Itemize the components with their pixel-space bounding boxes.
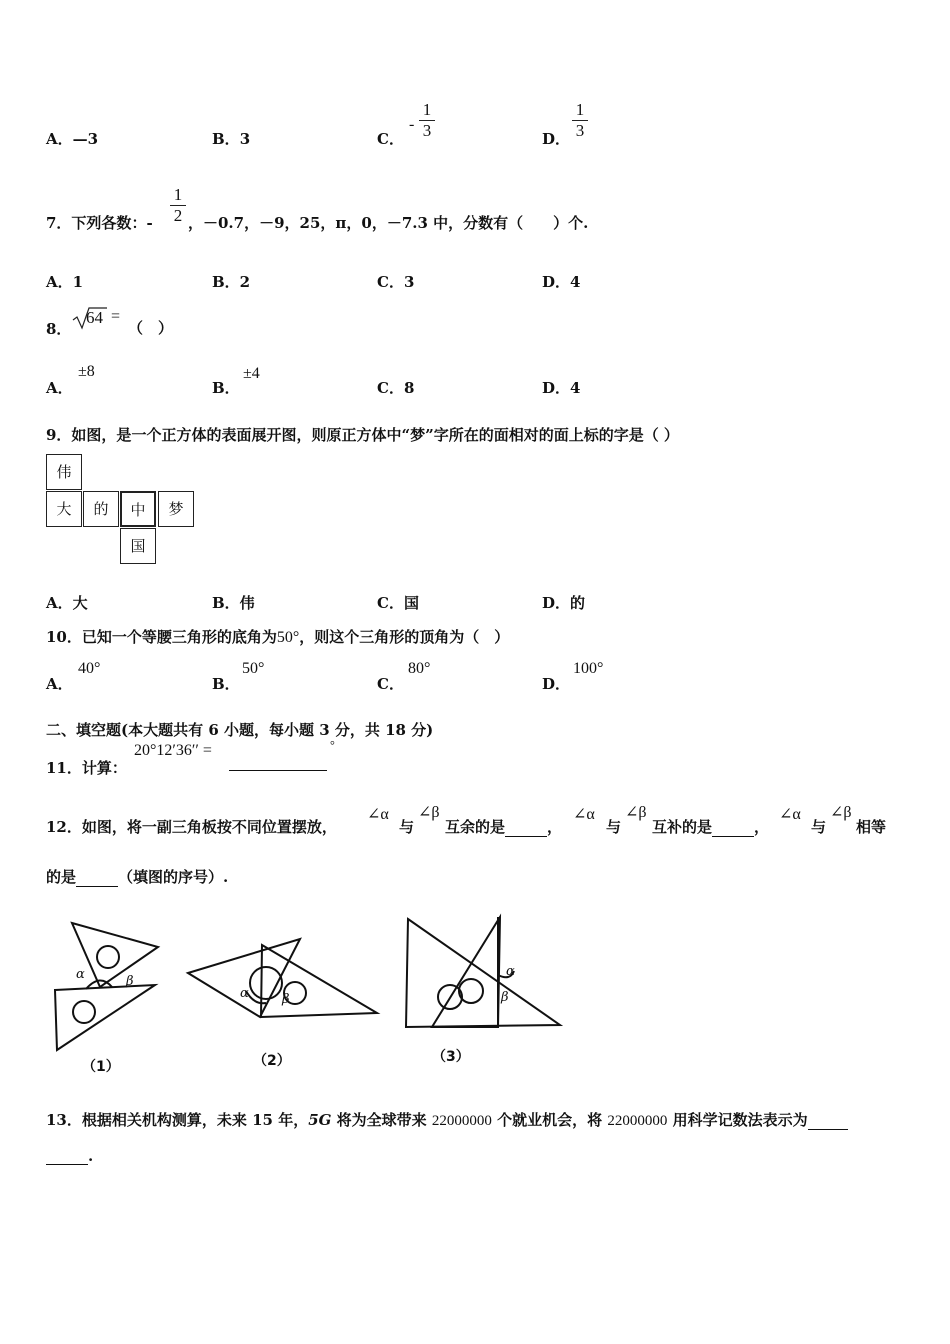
figure-1-beta: β bbox=[126, 974, 134, 989]
figure-3-alpha: α bbox=[506, 964, 515, 979]
q9-option-a[interactable]: A．大 bbox=[46, 594, 88, 612]
q11-expression: 20°12′36′′ = bbox=[134, 742, 212, 759]
q6-a-value: —3 bbox=[72, 130, 99, 148]
q13-blank-start[interactable] bbox=[808, 1113, 848, 1130]
q12-equal-text: 相等 bbox=[856, 818, 887, 836]
q7-option-b[interactable]: B．2 bbox=[212, 273, 251, 291]
q7-suffix: ，－0.7，－9，25，π，0，－7.3 中，分数有（ ）个. bbox=[188, 214, 589, 232]
q10-option-d-label[interactable]: D． bbox=[542, 675, 571, 693]
q7-prefix: 7．下列各数：- bbox=[46, 214, 153, 232]
q12-complementary-text: 互余的是 bbox=[445, 818, 506, 836]
q12-alpha-2: ∠α bbox=[573, 806, 595, 823]
q6-option-c-fraction bbox=[419, 101, 435, 140]
figure-1 bbox=[55, 923, 158, 1050]
q6-option-c-label[interactable]: C． bbox=[377, 130, 404, 148]
q7-fraction bbox=[170, 186, 186, 225]
q13-blank-end[interactable] bbox=[46, 1148, 88, 1165]
q6-b-label: B． bbox=[212, 130, 240, 148]
q6-d-denominator: 3 bbox=[575, 121, 585, 140]
q12-beta-1: ∠β bbox=[418, 804, 440, 821]
q7-numerator: 1 bbox=[173, 185, 183, 204]
q10-option-a-label[interactable]: A． bbox=[46, 675, 73, 693]
q12-alpha-1: ∠α bbox=[367, 806, 389, 823]
q6-a-label: A． bbox=[46, 130, 73, 148]
q6-b-value: 3 bbox=[239, 130, 251, 148]
q8-paren: （ ） bbox=[128, 319, 174, 337]
q8-option-a-label[interactable]: A． bbox=[46, 379, 73, 397]
figure-1-label: （1） bbox=[82, 1059, 120, 1075]
figure-1-alpha: α bbox=[76, 967, 85, 982]
q12-line2-end: （填图的序号）. bbox=[118, 868, 229, 886]
q6-option-d-fraction bbox=[572, 101, 588, 140]
q6-option-b[interactable] bbox=[212, 128, 250, 149]
q8-option-c[interactable]: C．8 bbox=[377, 379, 415, 397]
q8-option-b-value: ±4 bbox=[243, 365, 260, 382]
q12-blank-3[interactable] bbox=[76, 870, 118, 887]
q12-blank-2[interactable] bbox=[712, 820, 754, 837]
figure-2-alpha: α bbox=[240, 986, 249, 1001]
figure-3-circle-b bbox=[459, 979, 483, 1003]
q10-option-b-value: 50° bbox=[242, 660, 265, 677]
cube-face: 伟 bbox=[46, 454, 82, 490]
q6-d-numerator: 1 bbox=[575, 100, 585, 119]
cube-face: 中 bbox=[120, 491, 156, 527]
q13-line2 bbox=[46, 1147, 93, 1165]
q11-answer-blank[interactable] bbox=[229, 770, 327, 771]
q7-option-c[interactable]: C．3 bbox=[377, 273, 415, 291]
q12-intro: 12．如图，将一副三角板按不同位置摆放， bbox=[46, 818, 337, 836]
q13-number-2: 22000000 bbox=[607, 1113, 668, 1129]
q13-period: . bbox=[88, 1147, 94, 1165]
figure-3-beta: β bbox=[501, 990, 509, 1005]
q10-option-c-label[interactable]: C． bbox=[377, 675, 404, 693]
q13-part2: 将为全球带来 bbox=[331, 1111, 432, 1129]
q8-option-d[interactable]: D．4 bbox=[542, 379, 581, 397]
q10-option-d-value: 100° bbox=[573, 660, 604, 677]
q12-beta-2: ∠β bbox=[625, 804, 647, 821]
q10-stem bbox=[46, 626, 509, 647]
section-title: 二、填空题(本大题共有 6 小题，每小题 3 分，共 18 分) bbox=[46, 721, 434, 739]
q12-beta-3: ∠β bbox=[830, 804, 852, 821]
q7-option-a[interactable]: A．1 bbox=[46, 273, 84, 291]
q13-part1: 13．根据相关机构测算，未来 15 年， bbox=[46, 1111, 309, 1129]
q7-option-d[interactable]: D．4 bbox=[542, 273, 581, 291]
q11-label: 11．计算： bbox=[46, 759, 127, 777]
q12-alpha-3: ∠α bbox=[779, 806, 801, 823]
q12-blank-1[interactable] bbox=[505, 820, 547, 837]
q12-comma-2: ， bbox=[754, 818, 770, 836]
q6-c-numerator: 1 bbox=[422, 100, 432, 119]
q13-number-1: 22000000 bbox=[431, 1113, 492, 1129]
figure-3-triangle-b bbox=[432, 917, 500, 1027]
q9-option-d[interactable]: D．的 bbox=[542, 594, 586, 612]
q9-stem: 9．如图，是一个正方体的表面展开图，则原正方体中“梦”字所在的面相对的面上标的字是（ ） bbox=[46, 426, 679, 444]
q10-stem-pre: 10．已知一个等腰三角形的底角为 bbox=[46, 628, 277, 646]
figure-3 bbox=[406, 917, 560, 1027]
figure-1-circle-bottom bbox=[73, 1001, 95, 1023]
q12-line2-start: 的是 bbox=[46, 868, 77, 886]
q13-part4: 用科学记数法表示为 bbox=[667, 1111, 808, 1129]
q12-supplementary-text: 互补的是 bbox=[652, 818, 713, 836]
figure-1-top-triangle bbox=[72, 923, 158, 987]
q10-option-b-label[interactable]: B． bbox=[212, 675, 240, 693]
cube-face: 国 bbox=[120, 528, 156, 564]
figure-2-beta: β bbox=[282, 992, 290, 1007]
figure-2-angle-arc bbox=[246, 991, 266, 1003]
q12-text-2 bbox=[652, 816, 769, 837]
q9-option-b[interactable]: B．伟 bbox=[212, 594, 255, 612]
q12-yu-2: 与 bbox=[606, 818, 622, 836]
cube-face: 梦 bbox=[158, 491, 194, 527]
q13-line1 bbox=[46, 1109, 848, 1130]
q8-option-a-value: ±8 bbox=[78, 363, 95, 380]
q8-option-b-label[interactable]: B． bbox=[212, 379, 240, 397]
q8-equals: = bbox=[111, 308, 121, 325]
q12-line2 bbox=[46, 866, 228, 887]
q12-yu-1: 与 bbox=[399, 818, 415, 836]
q10-base-angle: 50° bbox=[276, 629, 300, 646]
figure-1-bottom-triangle bbox=[55, 985, 155, 1050]
q8-radicand: 64 bbox=[86, 308, 103, 327]
figure-3-triangle-a bbox=[406, 919, 560, 1027]
q6-option-d-label[interactable]: D． bbox=[542, 130, 571, 148]
q10-stem-post: ，则这个三角形的顶角为（ ） bbox=[299, 628, 510, 646]
q10-option-a-value: 40° bbox=[78, 660, 101, 677]
q12-text-1 bbox=[445, 816, 562, 837]
q11-degree-mark: ° bbox=[330, 738, 335, 752]
q6-c-denominator: 3 bbox=[422, 121, 432, 140]
triangle-figures bbox=[40, 905, 580, 1085]
q12-yu-3: 与 bbox=[811, 818, 827, 836]
q8-label: 8． bbox=[46, 320, 72, 338]
q7-denominator: 2 bbox=[173, 206, 183, 225]
figure-2-label: （2） bbox=[253, 1053, 291, 1069]
cube-face: 大 bbox=[46, 491, 82, 527]
q6-option-a[interactable] bbox=[46, 128, 98, 149]
q13-5g: 5G bbox=[308, 1111, 332, 1129]
cube-face: 的 bbox=[83, 491, 119, 527]
q6-c-sign: - bbox=[409, 116, 415, 133]
q12-comma-1: ， bbox=[547, 818, 563, 836]
q9-option-c[interactable]: C．国 bbox=[377, 594, 419, 612]
figure-3-label: （3） bbox=[432, 1049, 470, 1065]
figure-1-circle-top bbox=[97, 946, 119, 968]
q13-part3: 个就业机会，将 bbox=[491, 1111, 608, 1129]
q10-option-c-value: 80° bbox=[408, 660, 431, 677]
